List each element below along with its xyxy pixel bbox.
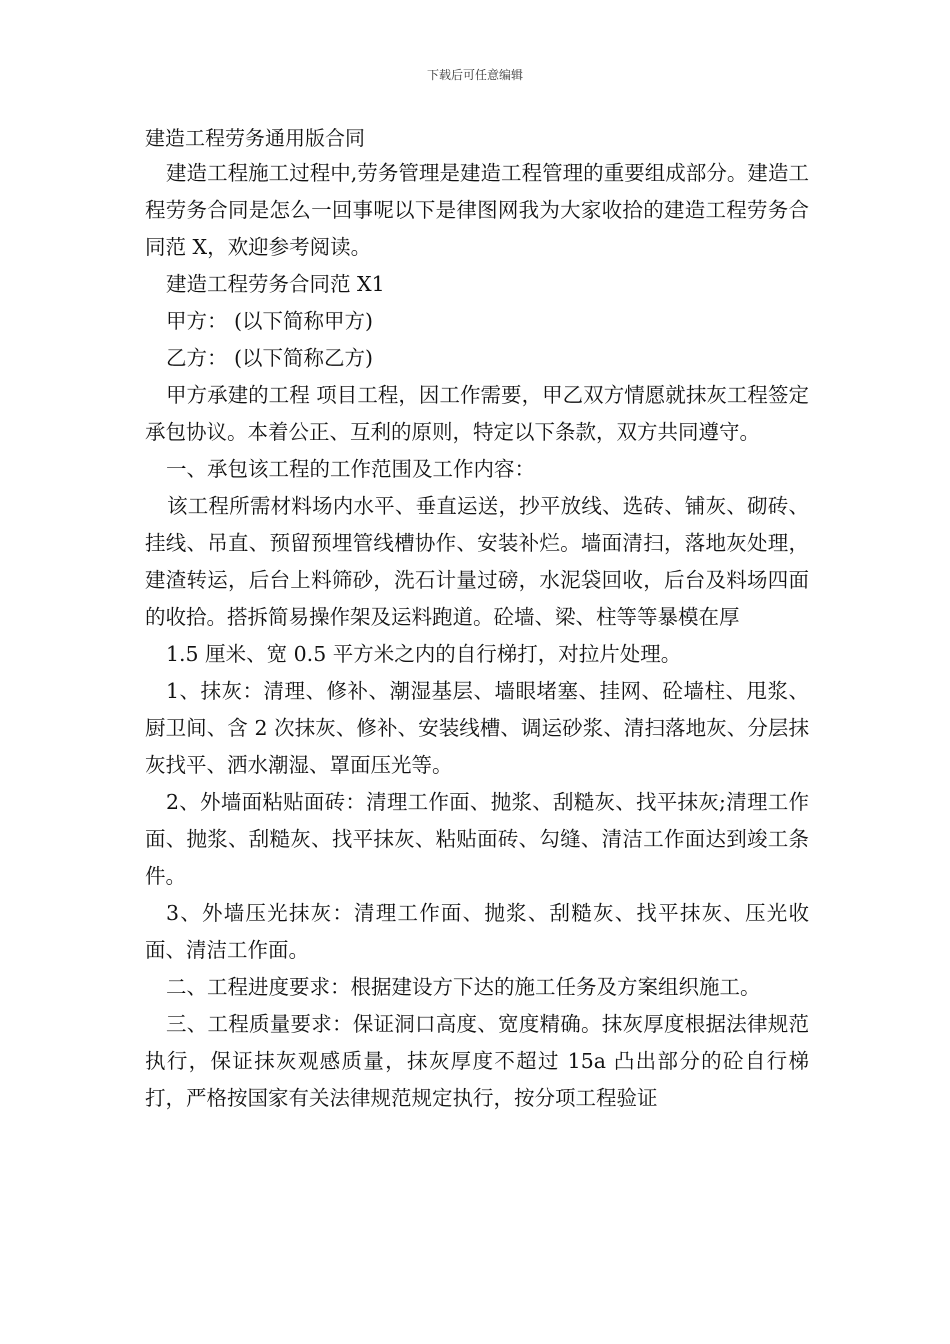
document-title: 建造工程劳务通用版合同 (145, 126, 365, 150)
paragraph-agreement: 甲方承建的工程 项目工程，因工作需要，甲乙双方情愿就抹灰工程签定承包协议。本着公正、互利的原则，特定以下条款，双方共同遵守。 (145, 383, 809, 444)
paragraph-item-2: 2、外墙面粘贴面砖：清理工作面、抛浆、刮糙灰、找平抹灰;清理工作面、抛浆、刮糙灰、找平抹灰、粘贴面砖、勾缝、清洁工作面达到竣工条件。 (145, 790, 809, 888)
paragraph-party-a: 甲方： (以下简称甲方) (166, 309, 374, 333)
paragraph-section-2: 二、工程进度要求：根据建设方下达的施工任务及方案组织施工。 (166, 975, 761, 999)
paragraph-work-scope: 该工程所需材料场内水平、垂直运送，抄平放线、选砖、铺灰、砌砖、挂线、吊直、预留预埋管线槽协作、安装补烂。墙面清扫，落地灰处理，建渣转运，后台上料筛砂，洗石计量过磅，水泥袋回收，后台及料场四面的收拾。搭拆简易操作架及运料跑道。砼墙、梁、柱等等暴模在厚 (145, 494, 809, 629)
paragraph-item-3: 3、外墙压光抹灰：清理工作面、抛浆、刮糙灰、找平抹灰、压光收面、清洁工作面。 (145, 901, 809, 962)
document-body (145, 121, 809, 1117)
paragraph-section-3: 三、工程质量要求：保证洞口高度、宽度精确。抹灰厚度根据法律规范执行，保证抹灰观感质量，抹灰厚度不超过 15a 凸出部分的砼自行梯打，严格按国家有关法律规范规定执行，按分项工程验证 (145, 1012, 809, 1110)
paragraph-intro: 建造工程施工过程中,劳务管理是建造工程管理的重要组成部分。建造工程劳务合同是怎么一回事呢以下是律图网我为大家收拾的建造工程劳务合同范 X，欢迎参考阅读。 (145, 161, 809, 259)
paragraph-contract-heading: 建造工程劳务合同范 X1 (166, 272, 385, 296)
paragraph-item-1: 1、抹灰：清理、修补、潮湿基层、墙眼堵塞、挂网、砼墙柱、甩浆、厨卫间、含 2 次抹灰、修补、安装线槽、调运砂浆、清扫落地灰、分层抹灰找平、洒水潮湿、罩面压光等。 (145, 679, 809, 777)
paragraph-dimensions: 1.5 厘米、宽 0.5 平方米之内的自行梯打，对拉片处理。 (166, 642, 682, 666)
paragraph-section-1-heading: 一、承包该工程的工作范围及工作内容： (166, 457, 535, 481)
paragraph-party-b: 乙方： (以下简称乙方) (166, 346, 374, 370)
header-note: 下载后可任意编辑 (426, 68, 523, 82)
